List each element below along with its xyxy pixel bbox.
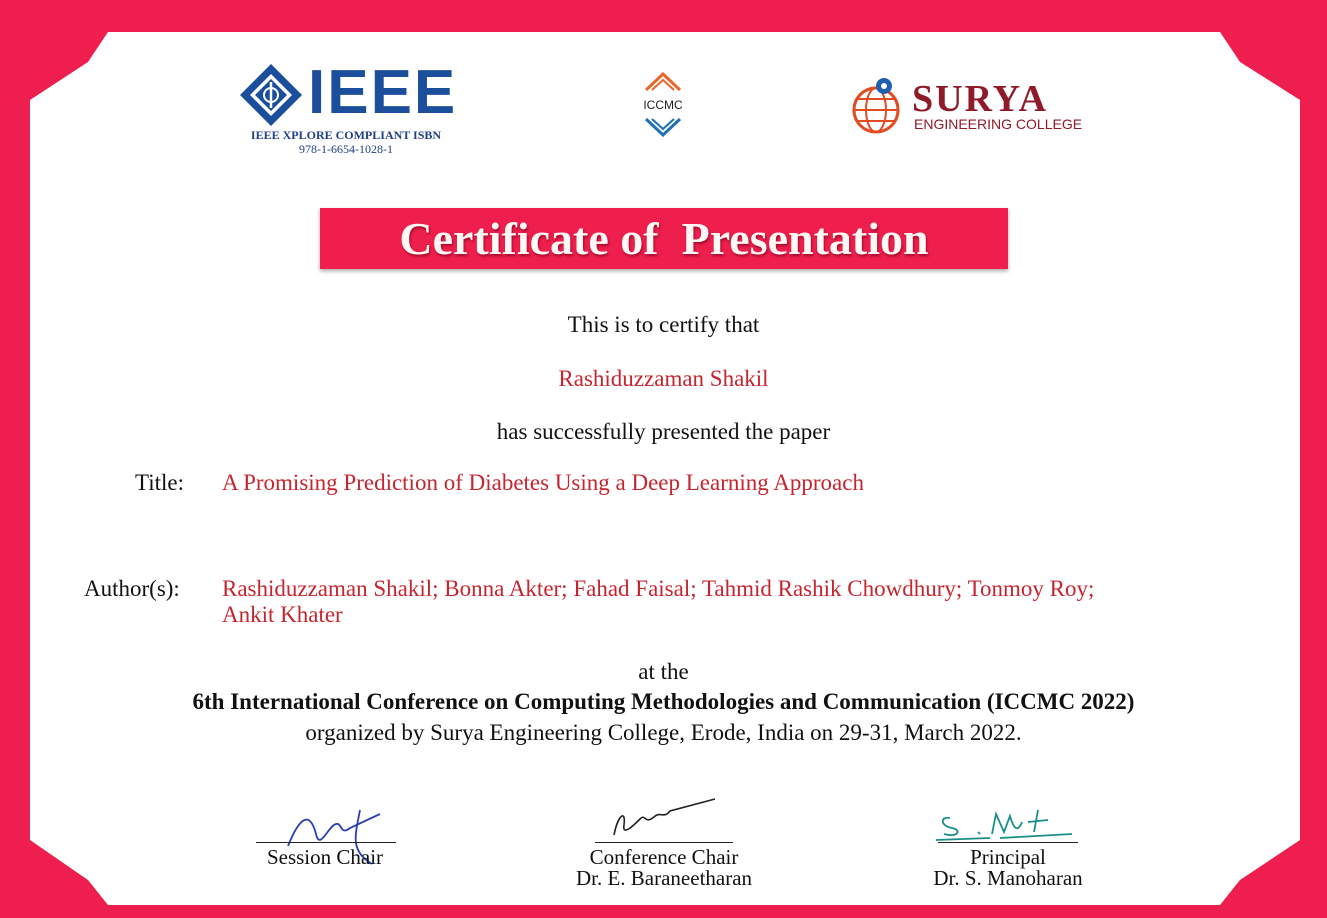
conference-chair-line xyxy=(595,842,733,843)
recipient-name: Rashiduzzaman Shakil xyxy=(558,366,769,391)
authors-label: Author(s): xyxy=(84,576,180,601)
surya-subtitle: ENGINEERING COLLEGE xyxy=(914,116,1083,132)
conference-name: 6th International Conference on Computing Methodologies and Communication (ICCMC 2022) xyxy=(192,689,1135,714)
authors-line-1: Rashiduzzaman Shakil; Bonna Akter; Fahad Faisal; Tahmid Rashik Chowdhury; Tonmoy Roy; xyxy=(222,576,1095,601)
conference-chair-signature xyxy=(600,795,720,845)
principal-role: Principal xyxy=(970,845,1046,869)
iccmc-chevron-down-icon xyxy=(644,117,682,139)
surya-logo xyxy=(850,74,1090,138)
ieee-wordmark: IEEE xyxy=(308,58,458,127)
authors-line-2: Ankit Khater xyxy=(222,602,343,627)
ieee-logo xyxy=(236,60,466,156)
surya-globe-icon xyxy=(850,74,906,136)
session-chair-line xyxy=(256,842,396,843)
principal-signature xyxy=(930,804,1080,844)
iccmc-chevron-up-icon xyxy=(644,72,682,92)
ieee-compliance-text: IEEE XPLORE COMPLIANT ISBN xyxy=(250,128,442,142)
presented-text: has successfully presented the paper xyxy=(496,419,831,444)
conference-chair-name: Dr. E. Baraneetharan xyxy=(575,866,753,890)
session-chair-role: Session Chair xyxy=(266,845,384,869)
conference-chair-role: Conference Chair xyxy=(589,845,739,869)
ieee-diamond-icon xyxy=(238,62,304,128)
surya-wordmark: SURYA xyxy=(912,78,1049,120)
certificate-heading: Certificate of Presentation xyxy=(399,213,929,264)
paper-title: A Promising Prediction of Diabetes Using a Deep Learning Approach xyxy=(222,470,864,495)
iccmc-label: ICCMC xyxy=(643,98,683,112)
title-label: Title: xyxy=(135,470,185,495)
at-the-text: at the xyxy=(638,659,689,684)
principal-name: Dr. S. Manoharan xyxy=(933,866,1083,890)
principal-line xyxy=(938,842,1078,843)
organized-text: organized by Surya Engineering College, Erode, India on 29-31, March 2022. xyxy=(305,720,1022,745)
certify-intro: This is to certify that xyxy=(567,312,760,337)
ieee-isbn: 978-1-6654-1028-1 xyxy=(299,142,393,156)
iccmc-logo xyxy=(632,72,694,142)
certificate-title-banner xyxy=(320,208,1008,269)
